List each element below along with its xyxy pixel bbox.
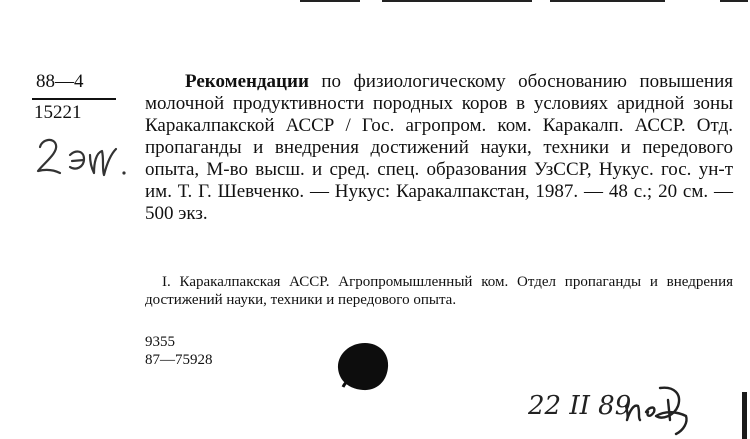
- call-number-bottom: 15221: [34, 102, 82, 123]
- record-ids: [145, 333, 213, 369]
- entry-body: по физиологическому обоснованию повышения молочной продуктивности породных коров в условиях аридной зоны Каракалпакской АССР / Гос. агропром. ком. Каракалп. АССР. Отд. пропаганды и внедрения достижений науки, техники и передового опыта, М-во высш. и сред. спец. образования УзССР, Нукус. гос. ун-т им. Т. Г. Шевченко. — Нукус: Каракалпакстан, 1987. — 48 с.; 20 см. — 500 экз.: [145, 71, 733, 224]
- call-number-rule: [32, 98, 116, 100]
- ink-blot: [333, 339, 393, 395]
- edge-mark: [740, 392, 750, 439]
- call-number-top: 88—4: [36, 71, 84, 92]
- handwritten-date-signature: [528, 380, 693, 439]
- catalog-entry: [145, 71, 733, 225]
- subject-tracing: I. Каракалпакская АССР. Агропромышленный ком. Отдел пропаганды и внедрения достижений науки, техники и передового опыта.: [145, 274, 733, 308]
- record-id: 9355: [145, 334, 175, 350]
- handwritten-date: 22 II 89: [528, 391, 632, 421]
- record-id: 87—75928: [145, 352, 213, 368]
- entry-heading: Рекомендации: [185, 71, 309, 92]
- handwritten-note: [32, 133, 132, 181]
- top-edge-marks: [250, 0, 750, 6]
